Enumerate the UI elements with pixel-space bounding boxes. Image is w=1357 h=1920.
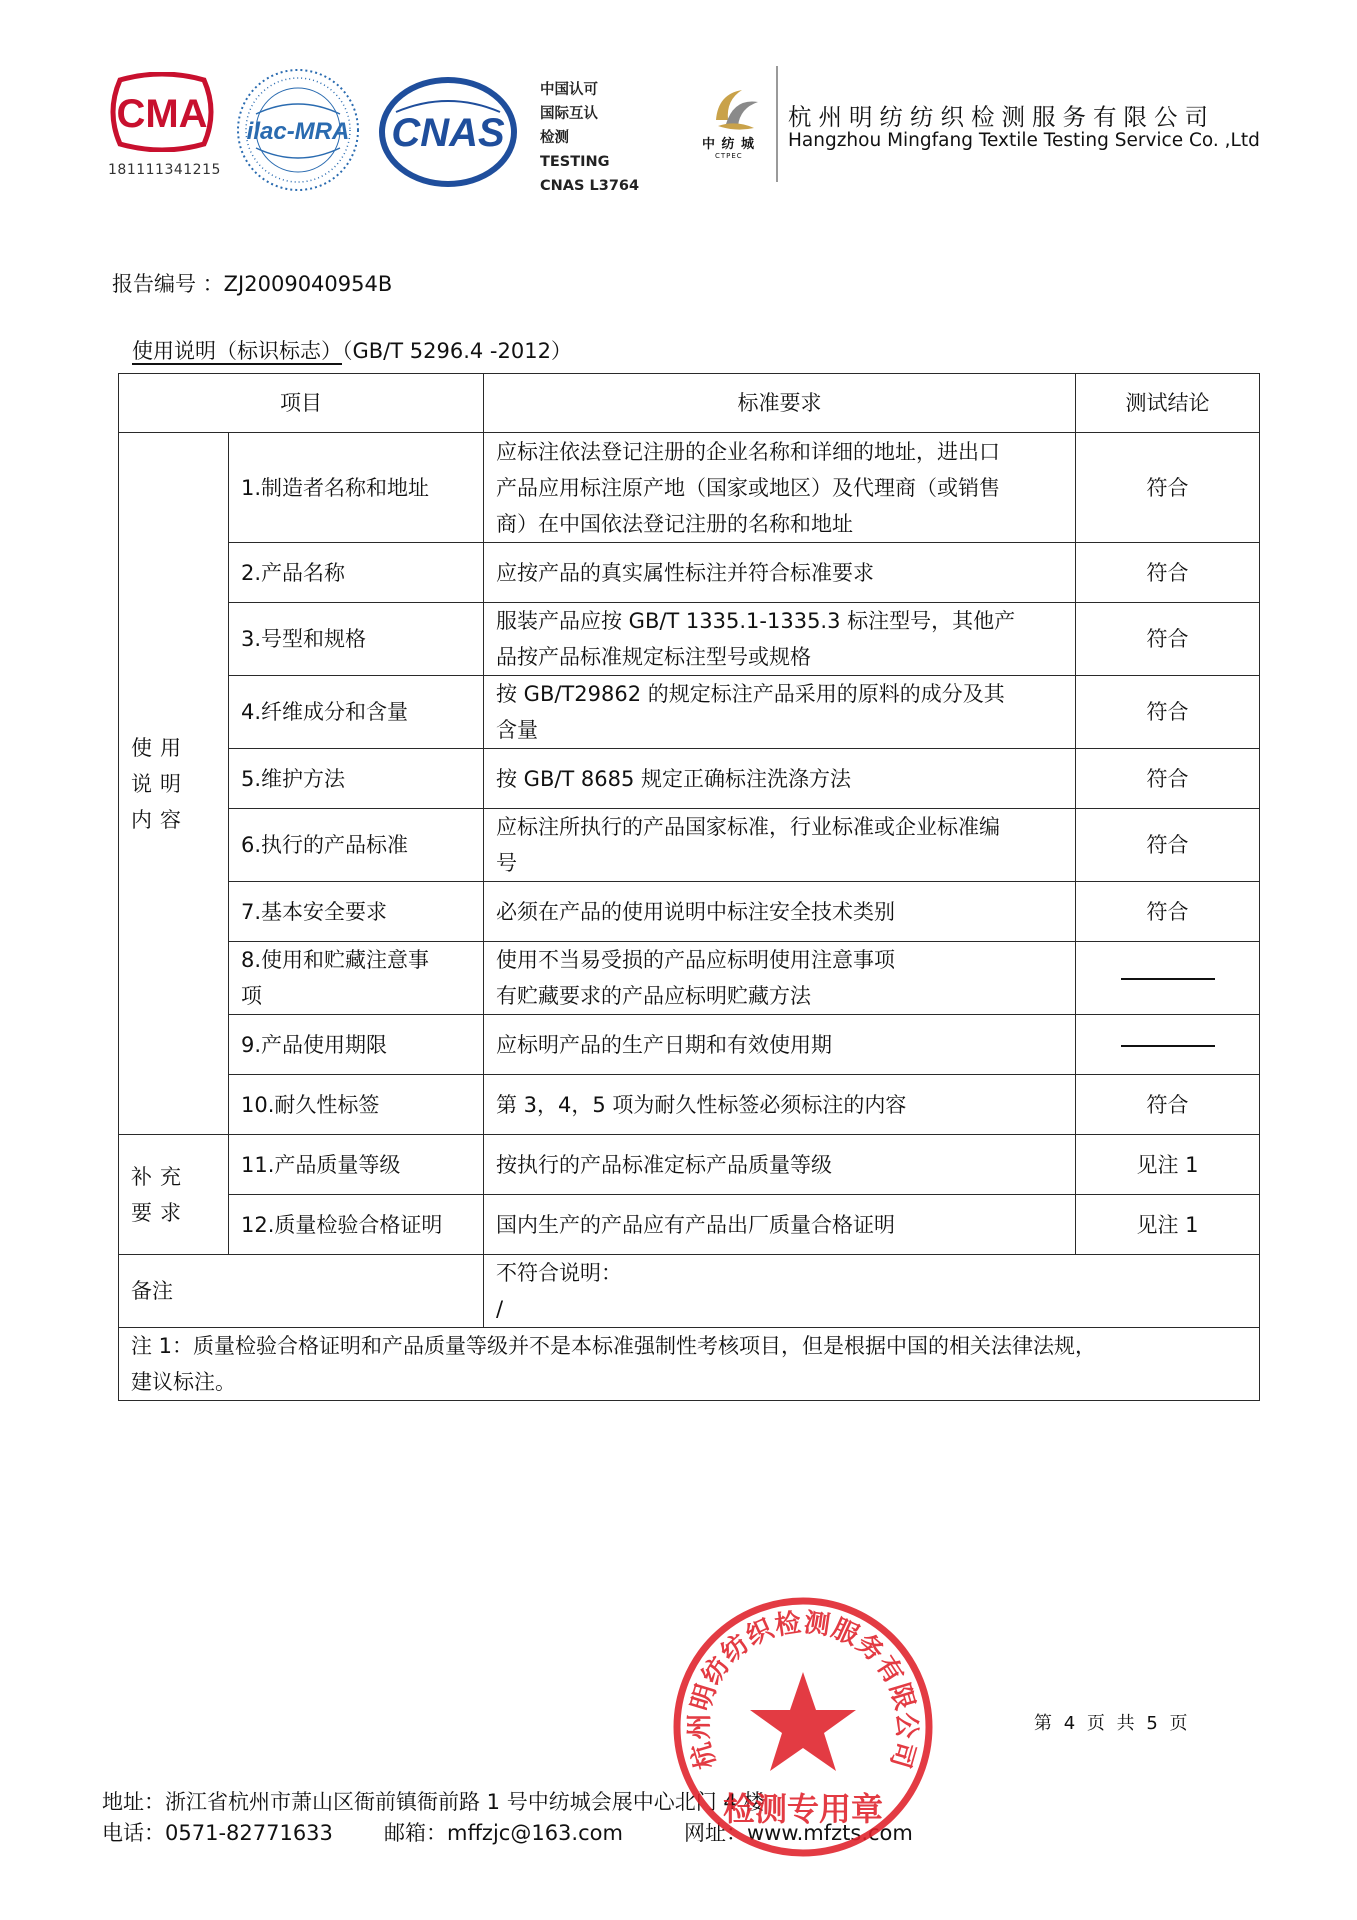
footer-phone: 电话：0571-82771633 bbox=[102, 1821, 333, 1845]
note bbox=[119, 1328, 1260, 1401]
table-row bbox=[119, 809, 1260, 882]
row-requirement: 国内生产的产品应有产品出厂质量合格证明 bbox=[484, 1195, 1076, 1255]
ilac-logo-text: ilac-MRA bbox=[246, 118, 350, 145]
row-result: 符合 bbox=[1076, 433, 1260, 543]
row-item-name: 1.制造者名称和地址 bbox=[229, 433, 484, 543]
table-row bbox=[119, 1075, 1260, 1135]
requirement-line: 商）在中国依法登记注册的名称和地址 bbox=[496, 511, 853, 536]
row-result bbox=[1076, 942, 1260, 1015]
stamp-label: 检测专用章 bbox=[722, 1790, 884, 1828]
footer-website: 网址：www.mfzts.com bbox=[684, 1821, 913, 1845]
row-result: 符合 bbox=[1076, 809, 1260, 882]
requirement-line: 按 GB/T29862 的规定标注产品采用的原料的成分及其 bbox=[496, 682, 1005, 706]
company-seal-stamp-icon bbox=[668, 1592, 938, 1862]
row-item-name: 10.耐久性标签 bbox=[229, 1075, 484, 1135]
requirement-line: 使用不当易受损的产品应标明使用注意事项 bbox=[496, 948, 895, 972]
company-name-cn: 杭州明纺纺织检测服务有限公司 bbox=[788, 103, 1215, 131]
cnas-line: TESTING bbox=[540, 154, 610, 170]
remarks-row bbox=[119, 1255, 1260, 1328]
footer-email: 邮箱：mffzjc@163.com bbox=[384, 1821, 623, 1845]
not-applicable-dash bbox=[1121, 1045, 1215, 1047]
table-row bbox=[119, 603, 1260, 676]
cma-logo-text: CMA bbox=[116, 92, 208, 136]
row-item-name: 6.执行的产品标准 bbox=[229, 809, 484, 882]
row-item-name bbox=[229, 942, 484, 1015]
cnas-logo-text: CNAS bbox=[391, 111, 505, 155]
remarks-label: 备注 bbox=[119, 1255, 484, 1328]
company-name-en: Hangzhou Mingfang Textile Testing Service Co. ,Ltd bbox=[788, 130, 1260, 151]
table-row bbox=[119, 676, 1260, 749]
row-item-name: 7.基本安全要求 bbox=[229, 882, 484, 942]
table-row bbox=[119, 1195, 1260, 1255]
item-name-line: 8.使用和贮藏注意事 bbox=[241, 948, 430, 972]
group-label-main: 使用说明内容 bbox=[119, 433, 229, 1135]
table-row bbox=[119, 1015, 1260, 1075]
footer-address: 地址：浙江省杭州市萧山区衙前镇衙前路 1 号中纺城会展中心北门 4 楼 bbox=[102, 1790, 765, 1814]
header-item: 项目 bbox=[119, 374, 484, 433]
requirement-line: 服装产品应按 GB/T 1335.1-1335.3 标注型号，其他产 bbox=[496, 609, 1016, 633]
row-item-name: 4.纤维成分和含量 bbox=[229, 676, 484, 749]
cma-code: 181111341215 bbox=[108, 162, 221, 178]
stamp-ring-text: 杭州明纺纺织检测服务有限公司 bbox=[684, 1607, 922, 1773]
header-requirement: 标准要求 bbox=[484, 374, 1076, 433]
table-row bbox=[119, 1135, 1260, 1195]
cnas-line: 检测 bbox=[540, 130, 569, 146]
group-label-supplementary: 补充要求 bbox=[119, 1135, 229, 1255]
header bbox=[0, 0, 1357, 210]
ilac-mra-logo-icon bbox=[232, 64, 364, 196]
row-requirement: 按 GB/T 8685 规定正确标注洗涤方法 bbox=[484, 749, 1076, 809]
row-item-name: 5.维护方法 bbox=[229, 749, 484, 809]
table-row bbox=[119, 433, 1260, 543]
remarks-line: 不符合说明： bbox=[496, 1261, 622, 1285]
header-divider bbox=[776, 66, 778, 182]
row-result: 符合 bbox=[1076, 1075, 1260, 1135]
row-result: 见注 1 bbox=[1076, 1135, 1260, 1195]
row-result: 符合 bbox=[1076, 882, 1260, 942]
row-result bbox=[1076, 1015, 1260, 1075]
row-item-name: 11.产品质量等级 bbox=[229, 1135, 484, 1195]
item-name-line: 项 bbox=[241, 984, 262, 1008]
table-row bbox=[119, 942, 1260, 1015]
row-result: 符合 bbox=[1076, 749, 1260, 809]
row-requirement bbox=[484, 809, 1076, 882]
cnas-line: CNAS L3764 bbox=[540, 178, 640, 194]
row-requirement: 应标明产品的生产日期和有效使用期 bbox=[484, 1015, 1076, 1075]
note-line: 建议标注。 bbox=[131, 1370, 236, 1394]
row-requirement: 必须在产品的使用说明中标注安全技术类别 bbox=[484, 882, 1076, 942]
report-number: 报告编号 ：ZJ2009040954B bbox=[112, 272, 393, 296]
row-requirement: 按执行的产品标准定标产品质量等级 bbox=[484, 1135, 1076, 1195]
row-item-name: 3.号型和规格 bbox=[229, 603, 484, 676]
cnas-line: 中国认可 bbox=[540, 82, 598, 98]
row-requirement bbox=[484, 603, 1076, 676]
requirement-line: 品按产品标准规定标注型号或规格 bbox=[496, 645, 811, 669]
requirement-line: 应标注所执行的产品国家标准，行业标准或企业标准编 bbox=[496, 815, 1000, 839]
section-heading bbox=[132, 335, 572, 365]
section-title: 使用说明（标识标志） bbox=[132, 339, 342, 363]
note-row bbox=[119, 1328, 1260, 1401]
table-header-row bbox=[119, 374, 1260, 433]
table-row bbox=[119, 543, 1260, 603]
requirement-line: 有贮藏要求的产品应标明贮藏方法 bbox=[496, 984, 811, 1008]
row-result: 符合 bbox=[1076, 543, 1260, 603]
row-result: 符合 bbox=[1076, 603, 1260, 676]
row-requirement bbox=[484, 433, 1076, 543]
not-applicable-dash bbox=[1121, 978, 1215, 980]
row-requirement bbox=[484, 942, 1076, 1015]
cnas-logo-icon bbox=[376, 72, 521, 192]
cnas-line: 国际互认 bbox=[540, 106, 598, 122]
row-result: 见注 1 bbox=[1076, 1195, 1260, 1255]
ctpec-name: 中 纺 城 bbox=[702, 137, 756, 152]
table-row bbox=[119, 749, 1260, 809]
requirement-line: 含量 bbox=[496, 718, 538, 742]
page-number: 第 4 页 共 5 页 bbox=[1034, 1713, 1191, 1734]
row-item-name: 12.质量检验合格证明 bbox=[229, 1195, 484, 1255]
row-item-name: 9.产品使用期限 bbox=[229, 1015, 484, 1075]
row-requirement bbox=[484, 676, 1076, 749]
requirement-line: 应标注依法登记注册的企业名称和详细的地址，进出口 bbox=[496, 439, 1000, 464]
row-result: 符合 bbox=[1076, 676, 1260, 749]
row-requirement: 第 3，4，5 项为耐久性标签必须标注的内容 bbox=[484, 1075, 1076, 1135]
row-item-name: 2.产品名称 bbox=[229, 543, 484, 603]
section-standard: （GB/T 5296.4 -2012） bbox=[342, 339, 572, 363]
requirement-line: 产品应用标注原产地（国家或地区）及代理商（或销售 bbox=[496, 475, 1000, 500]
header-result: 测试结论 bbox=[1076, 374, 1260, 433]
remarks-line: / bbox=[496, 1297, 504, 1321]
remarks-content bbox=[484, 1255, 1260, 1328]
note-line: 注 1：质量检验合格证明和产品质量等级并不是本标准强制性考核项目，但是根据中国的相关法律法规， bbox=[131, 1334, 1097, 1358]
table-row bbox=[119, 882, 1260, 942]
label-inspection-table bbox=[118, 373, 1260, 1401]
cnas-accreditation-text bbox=[540, 78, 639, 198]
requirement-line: 号 bbox=[496, 851, 517, 875]
cma-logo-icon bbox=[102, 72, 222, 152]
ctpec-sub: CTPEC bbox=[715, 152, 743, 160]
row-requirement: 应按产品的真实属性标注并符合标准要求 bbox=[484, 543, 1076, 603]
